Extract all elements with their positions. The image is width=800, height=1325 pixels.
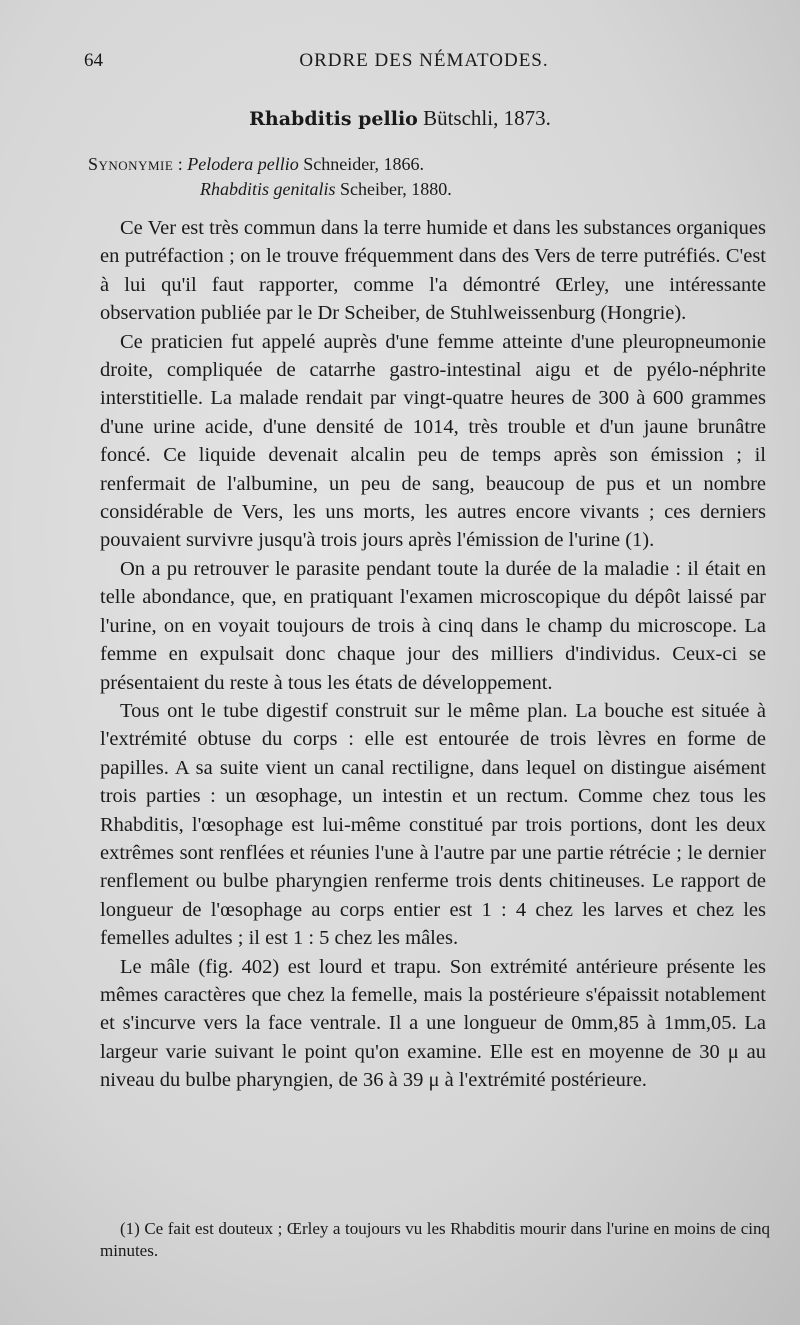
footnote-text: Ce fait est douteux ; Œrley a toujours vu les Rhabditis mourir dans l'urine en moins de cinq minutes. xyxy=(100,1219,770,1260)
synonymy-row xyxy=(88,152,768,177)
footnote-marker: (1) xyxy=(120,1219,140,1238)
species-name: Rhabditis pellio xyxy=(249,108,418,130)
synonymy-label: Synonymie xyxy=(88,154,174,174)
paragraph: Ce praticien fut appelé auprès d'une femme atteinte d'une pleuropneumonie droite, compliquée de catarrhe gastro-intestinal aigu et de pyélo-néphrite interstitielle. La malade rendait par vingt-quatre heures de 300 à 600 grammes d'une urine acide, d'une densité de 1014, très trouble et d'un jaune brunâtre foncé. Ce liquide devenait alcalin peu de temps après son émission ; il renfermait de l'albumine, un peu de sang, beaucoup de pus et un nombre considérable de Vers, les uns morts, les autres encore vivants ; ces derniers pouvaient survivre jusqu'à trois jours après l'émission de l'urine (1). xyxy=(100,330,766,552)
paragraph: On a pu retrouver le parasite pendant toute la durée de la maladie : il était en telle abondance, que, en pratiquant l'examen microscopique du dépôt laissé par l'urine, on en voyait toujours de trois à cinq dans le champ du microscope. La femme en expulsait donc chaque jour des milliers d'individus. Ceux-ci se présentaient du reste à tous les états de développement. xyxy=(100,557,766,694)
synonymy-separator: : xyxy=(173,154,188,174)
species-title xyxy=(0,106,800,131)
species-author: Bütschli, 1873. xyxy=(423,106,551,130)
paragraph: Ce Ver est très commun dans la terre humide et dans les substances organiques en putréfaction ; on le trouve fréquemment dans des Vers de terre putréfiés. C'est à lui qu'il faut rapporter, comme l'a démontré Œrley, une intéressante observation publiée par le Dr Scheiber, de Stuhlweissenburg (Hongrie). xyxy=(100,217,766,325)
synonymy-row xyxy=(88,177,768,202)
page-number: 64 xyxy=(84,50,103,71)
footnote xyxy=(100,1218,770,1262)
synonym-name: Rhabditis genitalis xyxy=(200,179,336,199)
synonymy-block xyxy=(88,152,768,202)
synonym-name: Pelodera pellio xyxy=(187,154,299,174)
synonym-author: Schneider, 1866. xyxy=(303,154,425,174)
running-title: ORDRE DES NÉMATODES. xyxy=(299,50,549,71)
paragraph: Le mâle (fig. 402) est lourd et trapu. Son extrémité antérieure présente les mêmes caractères que chez la femelle, mais la postérieure s'épaissit notablement et s'incurve vers la face ventrale. Il a une longueur de 0mm,85 à 1mm,05. La largeur varie suivant le point qu'on examine. Elle est en moyenne de 30 μ au niveau du bulbe pharyngien, de 36 à 39 μ à l'extrémité postérieure. xyxy=(100,955,766,1092)
paragraph: Tous ont le tube digestif construit sur le même plan. La bouche est située à l'extrémité obtuse du corps : elle est entourée de trois lèvres en forme de papilles. A sa suite vient un canal rectiligne, dans lequel on distingue aisément trois parties : un œsophage, un intestin et un rectum. Comme chez tous les Rhabditis, l'œsophage est lui-même constitué par trois portions, dont les deux extrêmes sont renflées et réunies l'une à l'autre par une partie rétrécie ; le dernier renflement ou bulbe pharyngien renferme trois dents chitineuses. Le rapport de longueur de l'œsophage au corps entier est 1 : 4 chez les larves et chez les femelles adultes ; il est 1 : 5 chez les mâles. xyxy=(100,699,766,950)
body-text xyxy=(100,214,766,1095)
synonym-author: Scheiber, 1880. xyxy=(340,179,452,199)
page-header xyxy=(84,50,764,80)
